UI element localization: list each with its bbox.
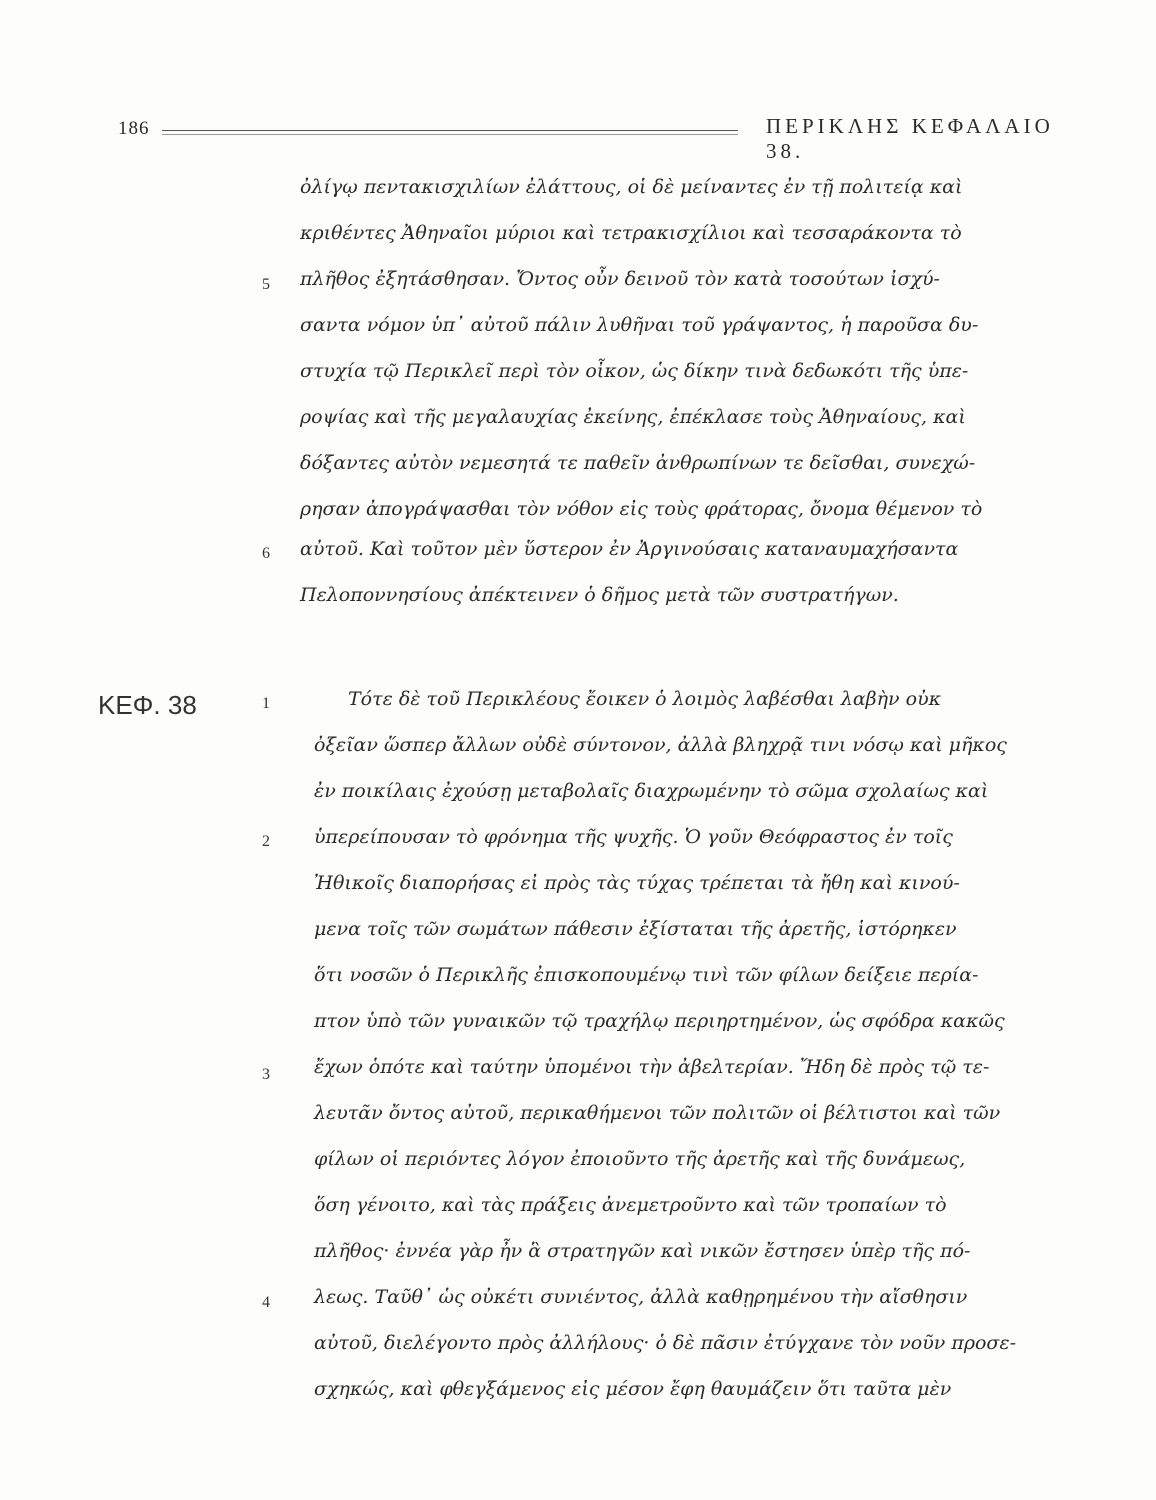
text-line: ὀξεῖαν ὥσπερ ἄλλων οὐδὲ σύντονον, ἀλλὰ βληχρᾷ τινι νόσῳ καὶ μῆκος (314, 734, 1007, 756)
text-line: πτον ὑπὸ τῶν γυναικῶν τῷ τραχήλῳ περιηρτημένον, ὡς σφόδρα κακῶς (314, 1010, 1005, 1032)
section-number: 2 (262, 833, 270, 850)
text-line: αὐτοῦ. Καὶ τοῦτον μὲν ὕστερον ἐν Ἀργινούσαις καταναυμαχήσαντα (300, 538, 959, 560)
text-line: σαντα νόμον ὑπ᾽ αὐτοῦ πάλιν λυθῆναι τοῦ γράψαντος, ἡ παροῦσα δυ- (300, 314, 979, 336)
section-number: 1 (262, 695, 270, 712)
text-line: λεως. Ταῦθ᾽ ὡς οὐκέτι συνιέντος, ἀλλὰ καθῃρημένου τὴν αἴσθησιν (314, 1286, 968, 1308)
text-line: πλῆθος· ἐννέα γὰρ ἦν ἃ στρατηγῶν καὶ νικῶν ἔστησεν ὑπὲρ τῆς πό- (314, 1240, 971, 1262)
text-line: κριθέντες Ἀθηναῖοι μύριοι καὶ τετρακισχίλιοι καὶ τεσσαράκοντα τὸ (300, 222, 962, 244)
text-line: ἐν ποικίλαις ἐχούσῃ μεταβολαῖς διαχρωμένην τὸ σῶμα σχολαίως καὶ (314, 780, 989, 802)
text-line: ὅση γένοιτο, καὶ τὰς πράξεις ἀνεμετροῦντο καὶ τῶν τροπαίων τὸ (314, 1194, 947, 1216)
text-line: Τότε δὲ τοῦ Περικλέους ἔοικεν ὁ λοιμὸς λαβέσθαι λαβὴν οὐκ (348, 688, 942, 710)
text-line: ὀλίγῳ πεντακισχιλίων ἐλάττους, οἱ δὲ μείναντες ἐν τῇ πολιτείᾳ καὶ (300, 176, 963, 198)
section-number: 5 (262, 276, 270, 293)
text-line: ὅτι νοσῶν ὁ Περικλῆς ἐπισκοπουμένῳ τινὶ τῶν φίλων δείξειε περία- (314, 964, 979, 986)
running-title: ΠΕΡΙΚΛΗΣ ΚΕΦΑΛΑΙΟ 38. (766, 114, 1054, 163)
header-rule-secondary (162, 134, 738, 135)
page-number: 186 (118, 118, 150, 139)
text-line: φίλων οἱ περιόντες λόγον ἐποιοῦντο τῆς ἀρετῆς καὶ τῆς δυνάμεως, (314, 1148, 966, 1170)
text-line: Πελοποννησίους ἀπέκτεινεν ὁ δῆμος μετὰ τῶν συστρατήγων. (300, 584, 899, 606)
chapter-label: ΚΕΦ. 38 (98, 690, 197, 720)
text-line: ἔχων ὁπότε καὶ ταύτην ὑπομένοι τὴν ἀβελτερίαν. Ἤδη δὲ πρὸς τῷ τε- (314, 1056, 990, 1078)
header-rule (162, 130, 738, 131)
text-line: σχηκώς, καὶ φθεγξάμενος εἰς μέσον ἔφη θαυμάζειν ὅτι ταῦτα μὲν (314, 1378, 952, 1400)
text-line: στυχία τῷ Περικλεῖ περὶ τὸν οἶκον, ὡς δίκην τινὰ δεδωκότι τῆς ὑπε- (300, 360, 969, 382)
section-number: 4 (262, 1294, 270, 1311)
text-line: μενα τοῖς τῶν σωμάτων πάθεσιν ἐξίσταται τῆς ἀρετῆς, ἱστόρηκεν (314, 918, 957, 940)
text-line: λευτᾶν ὄντος αὐτοῦ, περικαθήμενοι τῶν πολιτῶν οἱ βέλτιστοι καὶ τῶν (314, 1102, 1001, 1124)
text-line: ρησαν ἀπογράψασθαι τὸν νόθον εἰς τοὺς φράτορας, ὄνομα θέμενον τὸ (300, 498, 983, 520)
text-line: πλῆθος ἐξητάσθησαν. Ὄντος οὖν δεινοῦ τὸν κατὰ τοσούτων ἰσχύ- (300, 268, 940, 290)
section-number: 6 (262, 545, 270, 562)
text-line: αὐτοῦ, διελέγοντο πρὸς ἀλλήλους· ὁ δὲ πᾶσιν ἐτύγχανε τὸν νοῦν προσε- (314, 1332, 1017, 1354)
running-header (118, 112, 1078, 163)
section-number: 3 (262, 1066, 270, 1083)
text-line: Ἠθικοῖς διαπορήσας εἰ πρὸς τὰς τύχας τρέπεται τὰ ἤθη καὶ κινού- (314, 872, 960, 894)
text-line: δόξαντες αὐτὸν νεμεσητά τε παθεῖν ἀνθρωπίνων τε δεῖσθαι, συνεχώ- (300, 452, 976, 474)
text-line: ὑπερείπουσαν τὸ φρόνημα τῆς ψυχῆς. Ὁ γοῦν Θεόφραστος ἐν τοῖς (314, 826, 953, 848)
text-line: ροψίας καὶ τῆς μεγαλαυχίας ἐκείνης, ἐπέκλασε τοὺς Ἀθηναίους, καὶ (300, 406, 966, 428)
